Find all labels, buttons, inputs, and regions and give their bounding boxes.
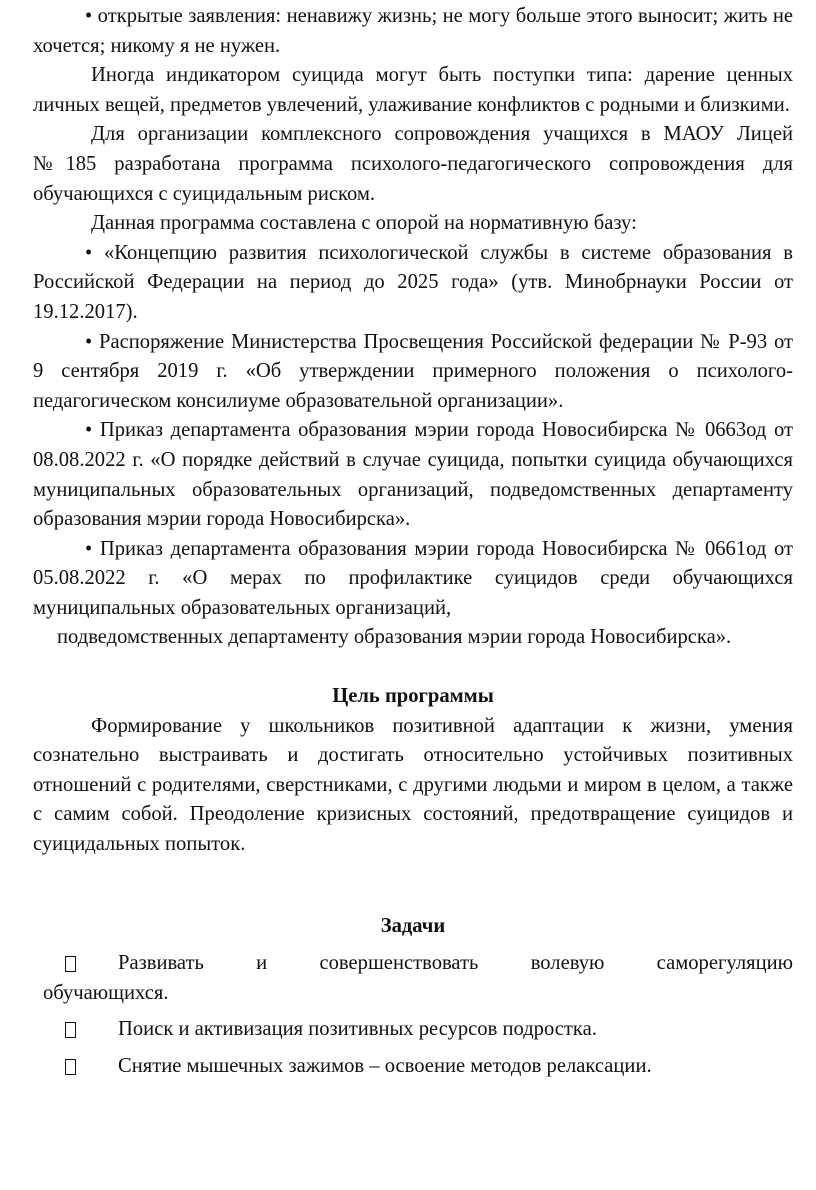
task-item bbox=[33, 949, 793, 979]
task-item-text-continuation: обучающихся. bbox=[43, 981, 169, 1004]
bullet-paragraph: • Распоряжение Министерства Просвещения Российской федерации № Р-93 от 9 сентября 2019 г. «Об утверждении примерного положения о психолого-педагогическом консилиуме образовательной организации». bbox=[33, 330, 793, 412]
bullet-paragraph-continuation: подведомственных департаменту образования мэрии города Новосибирска». bbox=[57, 626, 732, 649]
bullet-paragraph: • «Концепцию развития психологической службы в системе образования в Российской Федерации на период до 2025 года» (утв. Минобрнауки России от 19.12.2017). bbox=[33, 241, 793, 323]
goal-paragraph: Формирование у школьников позитивной адаптации к жизни, умения сознательно выстраивать и достигать относительно устойчивых позитивных отношений с родителями, сверстниками, с другими людьми и миром в целом, а также с самим собой. Преодоление кризисных состояний, предотвращение суицидов и суицидальных попыток. bbox=[33, 714, 793, 856]
checkbox-bullet-icon bbox=[65, 956, 76, 972]
paragraph: Для организации комплексного сопровождения учащихся в МАОУ Лицей №185 разработана программа психолого-педагогического сопровождения для обучающихся с суицидальным риском. bbox=[33, 123, 793, 205]
goal-heading: Цель программы bbox=[332, 685, 494, 708]
task-item-text: Снятие мышечных зажимов – освоение методов релаксации. bbox=[118, 1055, 652, 1077]
tasks-heading: Задачи bbox=[380, 914, 446, 937]
bullet-paragraph: • Приказ департамента образования мэрии города Новосибирска № 0661од от 05.08.2022 г. «О мерах по профилактике суицидов среди обучающихся муниципальных образовательных организаций, bbox=[33, 537, 793, 619]
paragraph: Данная программа составлена с опорой на нормативную базу: bbox=[91, 212, 637, 235]
checkbox-bullet-icon bbox=[65, 1022, 76, 1038]
bullet-paragraph: • Приказ департамента образования мэрии города Новосибирска № 0663од от 08.08.2022 г. «О порядке действий в случае суицида, попытки суицида обучающихся муниципальных образовательных организаций, подведомственных департаменту образования мэрии города Новосибирска». bbox=[33, 419, 793, 531]
task-item-text: Поиск и активизация позитивных ресурсов подростка. bbox=[118, 1018, 597, 1041]
task-item-text: Развивать и совершенствовать волевую саморегуляцию bbox=[118, 952, 793, 975]
paragraph: Иногда индикатором суицида могут быть поступки типа: дарение ценных личных вещей, предметов увлечений, улаживание конфликтов с родными и близкими. bbox=[33, 64, 793, 116]
task-item bbox=[33, 1015, 793, 1045]
document-body bbox=[33, 0, 793, 1082]
checkbox-bullet-icon bbox=[65, 1059, 76, 1075]
task-item bbox=[33, 1052, 793, 1082]
bullet-paragraph: • открытые заявления: ненавижу жизнь; не могу больше этого выносит; жить не хочется; никому я не нужен. bbox=[33, 5, 793, 57]
